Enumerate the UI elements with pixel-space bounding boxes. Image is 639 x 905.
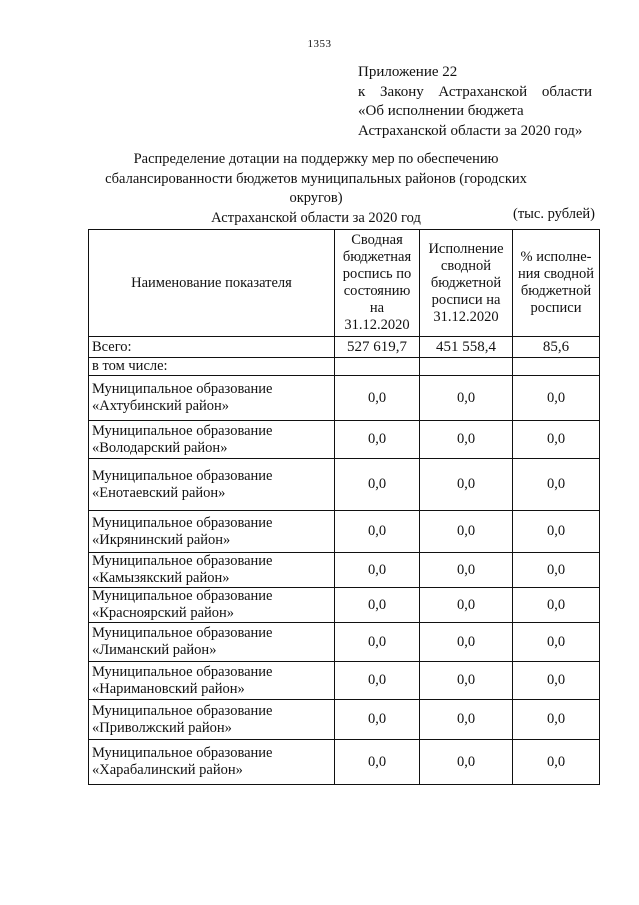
total-row bbox=[89, 337, 600, 358]
municipality-district: «Енотаевский район» bbox=[92, 484, 226, 501]
appendix-reference bbox=[358, 63, 592, 141]
empty-cell bbox=[335, 358, 420, 376]
municipality-name bbox=[89, 662, 335, 700]
appendix-line-1: Приложение 22 bbox=[358, 64, 458, 80]
municipality-district: «Приволжский район» bbox=[92, 719, 232, 736]
percent-value: 0,0 bbox=[513, 459, 600, 511]
municipality-type: Муниципальное образование bbox=[92, 381, 273, 397]
municipality-name bbox=[89, 623, 335, 662]
budget-value: 0,0 bbox=[335, 421, 420, 459]
municipality-name bbox=[89, 511, 335, 553]
execution-value: 0,0 bbox=[420, 376, 513, 421]
title-line-3: Астраханской области за 2020 год bbox=[211, 209, 421, 226]
table-row bbox=[89, 700, 600, 740]
appendix-line-3: «Об исполнении бюджета bbox=[358, 103, 524, 119]
execution-value: 0,0 bbox=[420, 740, 513, 785]
appendix-line-2: к Закону Астраханской области bbox=[358, 83, 592, 100]
percent-value: 0,0 bbox=[513, 662, 600, 700]
table-row bbox=[89, 623, 600, 662]
table-header-row bbox=[89, 230, 600, 337]
percent-value: 0,0 bbox=[513, 623, 600, 662]
municipality-name bbox=[89, 740, 335, 785]
header-budget: Сводная бюджетная роспись по состоянию на 31.12.2020 bbox=[335, 230, 420, 337]
municipality-type: Муниципальное образование bbox=[92, 745, 273, 761]
budget-value: 0,0 bbox=[335, 662, 420, 700]
table-row bbox=[89, 511, 600, 553]
municipality-type: Муниципальное образование bbox=[92, 702, 273, 719]
table-row bbox=[89, 421, 600, 459]
percent-value: 0,0 bbox=[513, 511, 600, 553]
percent-value: 0,0 bbox=[513, 588, 600, 623]
header-name: Наименование показателя bbox=[89, 230, 335, 337]
municipality-name bbox=[89, 700, 335, 740]
execution-value: 0,0 bbox=[420, 588, 513, 623]
page-number: 1353 bbox=[307, 38, 332, 50]
header-execution: Исполнение сводной бюджетной росписи на 31.12.2020 bbox=[420, 230, 513, 337]
municipality-district: «Лиманский район» bbox=[92, 642, 217, 658]
budget-value: 0,0 bbox=[335, 459, 420, 511]
percent-value: 0,0 bbox=[513, 421, 600, 459]
municipality-name bbox=[89, 421, 335, 459]
budget-value: 0,0 bbox=[335, 376, 420, 421]
header-percent: % исполне-ния сводной бюджетной росписи bbox=[513, 230, 600, 337]
execution-value: 0,0 bbox=[420, 553, 513, 588]
execution-value: 0,0 bbox=[420, 623, 513, 662]
budget-value: 0,0 bbox=[335, 511, 420, 553]
municipality-name bbox=[89, 553, 335, 588]
execution-value: 0,0 bbox=[420, 421, 513, 459]
municipality-type: Муниципальное образование bbox=[92, 663, 273, 680]
municipality-type: Муниципальное образование bbox=[92, 422, 273, 439]
municipality-type: Муниципальное образование bbox=[92, 588, 273, 604]
table-row bbox=[89, 553, 600, 588]
budget-value: 0,0 bbox=[335, 700, 420, 740]
municipality-type: Муниципальное образование bbox=[92, 467, 273, 484]
table-row bbox=[89, 740, 600, 785]
empty-cell bbox=[420, 358, 513, 376]
municipality-name bbox=[89, 376, 335, 421]
municipality-district: «Икрянинский район» bbox=[92, 531, 231, 548]
appendix-line-4: Астраханской области за 2020 год» bbox=[358, 122, 583, 139]
municipality-name bbox=[89, 459, 335, 511]
percent-value: 0,0 bbox=[513, 740, 600, 785]
execution-value: 0,0 bbox=[420, 459, 513, 511]
percent-value: 0,0 bbox=[513, 553, 600, 588]
municipality-district: «Камызякский район» bbox=[92, 570, 230, 586]
budget-value: 0,0 bbox=[335, 740, 420, 785]
budget-value: 0,0 bbox=[335, 553, 420, 588]
empty-cell bbox=[513, 358, 600, 376]
total-execution: 451 558,4 bbox=[420, 337, 513, 358]
municipality-type: Муниципальное образование bbox=[92, 625, 273, 641]
municipality-district: «Харабалинский район» bbox=[92, 762, 243, 778]
title-line-1: Распределение дотации на поддержку мер по обеспечению bbox=[133, 151, 499, 167]
municipality-district: «Ахтубинский район» bbox=[92, 398, 230, 414]
execution-value: 0,0 bbox=[420, 662, 513, 700]
subsidy-table bbox=[88, 229, 600, 785]
document-title bbox=[80, 150, 552, 228]
table-row bbox=[89, 662, 600, 700]
execution-value: 0,0 bbox=[420, 700, 513, 740]
budget-value: 0,0 bbox=[335, 588, 420, 623]
percent-value: 0,0 bbox=[513, 700, 600, 740]
title-line-2: сбалансированности бюджетов муниципальных районов (городских округов) bbox=[105, 170, 527, 206]
including-row bbox=[89, 358, 600, 376]
total-label: Всего: bbox=[89, 337, 335, 358]
table-row bbox=[89, 588, 600, 623]
table-row bbox=[89, 459, 600, 511]
total-budget: 527 619,7 bbox=[335, 337, 420, 358]
total-percent: 85,6 bbox=[513, 337, 600, 358]
execution-value: 0,0 bbox=[420, 511, 513, 553]
municipality-type: Муниципальное образование bbox=[92, 514, 273, 531]
municipality-district: «Володарский район» bbox=[92, 439, 228, 456]
including-label: в том числе: bbox=[89, 358, 335, 376]
table-row bbox=[89, 376, 600, 421]
units-label: (тыс. рублей) bbox=[513, 206, 595, 222]
municipality-district: «Наримановский район» bbox=[92, 680, 245, 697]
percent-value: 0,0 bbox=[513, 376, 600, 421]
municipality-name bbox=[89, 588, 335, 623]
budget-value: 0,0 bbox=[335, 623, 420, 662]
municipality-type: Муниципальное образование bbox=[92, 553, 273, 569]
municipality-district: «Красноярский район» bbox=[92, 605, 235, 621]
